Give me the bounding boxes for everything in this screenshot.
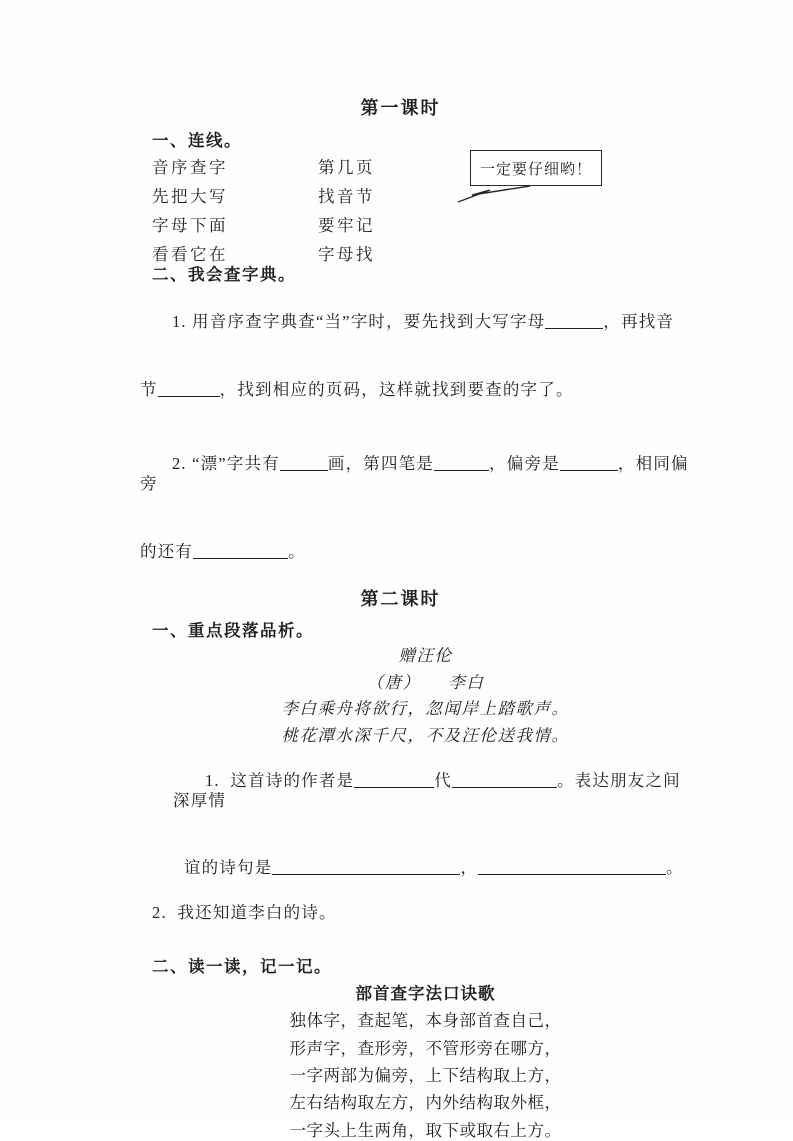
match-row [108,187,693,207]
speech-bubble-tail-icon [456,184,536,206]
blank-underline [545,312,603,329]
match-right-item: 字母找 [318,245,375,264]
question-text: 的还有 [139,542,194,561]
question-text: ，偏旁是 [489,454,560,473]
question-text: 。表达朋友之间深厚情 [173,771,681,810]
poem-title: 赠汪伦 [398,646,453,665]
dictionary-question-2-line-2 [108,522,693,582]
question-text: ，找到相应的页码，这样就找到要查的字了。 [219,380,574,399]
rhyme-line: 一字头上生两角，取下或取右上方。 [289,1121,562,1140]
rhyme-title: 部首查字法口诀歌 [355,985,496,1003]
question-text: 代 [434,771,452,790]
question-text: 谊的诗句是 [183,858,273,877]
match-row [108,158,693,178]
match-right-item: 要牢记 [318,216,375,235]
analysis-section-heading: 一、重点段落品析。 [152,622,314,640]
question-text: ， [460,858,479,877]
speech-bubble-text: 一定要仔细哟！ [479,161,592,178]
match-row [108,245,693,265]
blank-underline [158,380,220,397]
blank-underline [354,771,434,788]
blank-underline [434,454,489,471]
analysis-question-1-line-1 [108,751,693,831]
match-row [108,216,693,236]
rhyme-section-heading: 二、读一读，记一记。 [152,958,332,976]
question-text: ，再找音 [603,312,675,331]
question-text: 1. 用音序查字典查“当”字时，要先找到大写字母 [171,312,546,331]
match-right-item: 找音节 [318,187,375,206]
rhyme-line: 形声字，查形旁，不管形旁在哪方， [289,1039,562,1058]
rhyme-line: 左右结构取左方，内外结构取外框， [289,1093,562,1112]
analysis-question-1-line-2 [108,838,693,898]
match-left-item: 音序查字 [152,158,228,177]
rhyme-line: 一字两部为偏旁，上下结构取上方， [289,1066,562,1085]
match-left-item: 看看它在 [152,245,228,264]
rhyme-line: 独体字，查起笔，本身部首查自己， [289,1011,562,1030]
matching-exercise [108,158,693,265]
dictionary-question-2-line-1 [108,434,693,514]
question-text: 2. “漂”字共有 [171,454,280,473]
poem-line: 李白乘舟将欲行，忽闻岸上踏歌声。 [281,699,570,718]
matching-section-heading: 一、连线。 [152,132,242,150]
blank-underline [452,771,557,788]
lesson2-title: 第二课时 [360,589,441,609]
lesson1-title: 第一课时 [360,98,441,118]
blank-underline [560,454,618,471]
blank-underline [193,542,288,559]
blank-underline [280,454,328,471]
question-text: 。 [288,542,306,561]
analysis-question-2: 2. 我还知道李白的诗。 [152,903,337,922]
match-left-item: 先把大写 [152,187,228,206]
question-text: 画，第四笔是 [327,454,435,473]
dictionary-question-1-line-2 [108,360,693,420]
question-text: 。 [666,858,684,877]
match-right-item: 第几页 [318,158,375,177]
match-left-item: 字母下面 [152,216,228,235]
poem-line: 桃花潭水深千尺，不及汪伦送我情。 [281,726,570,745]
blank-underline [272,858,460,875]
question-text: 1. 这首诗的作者是 [204,771,355,790]
question-text: ，相同偏旁 [140,454,689,493]
poem-author: （唐） 李白 [366,673,485,692]
question-text: 节 [139,380,158,399]
blank-underline [478,858,666,875]
dictionary-question-1-line-1 [108,292,693,352]
dictionary-section-heading: 二、我会查字典。 [152,266,296,284]
speech-bubble [470,150,602,186]
